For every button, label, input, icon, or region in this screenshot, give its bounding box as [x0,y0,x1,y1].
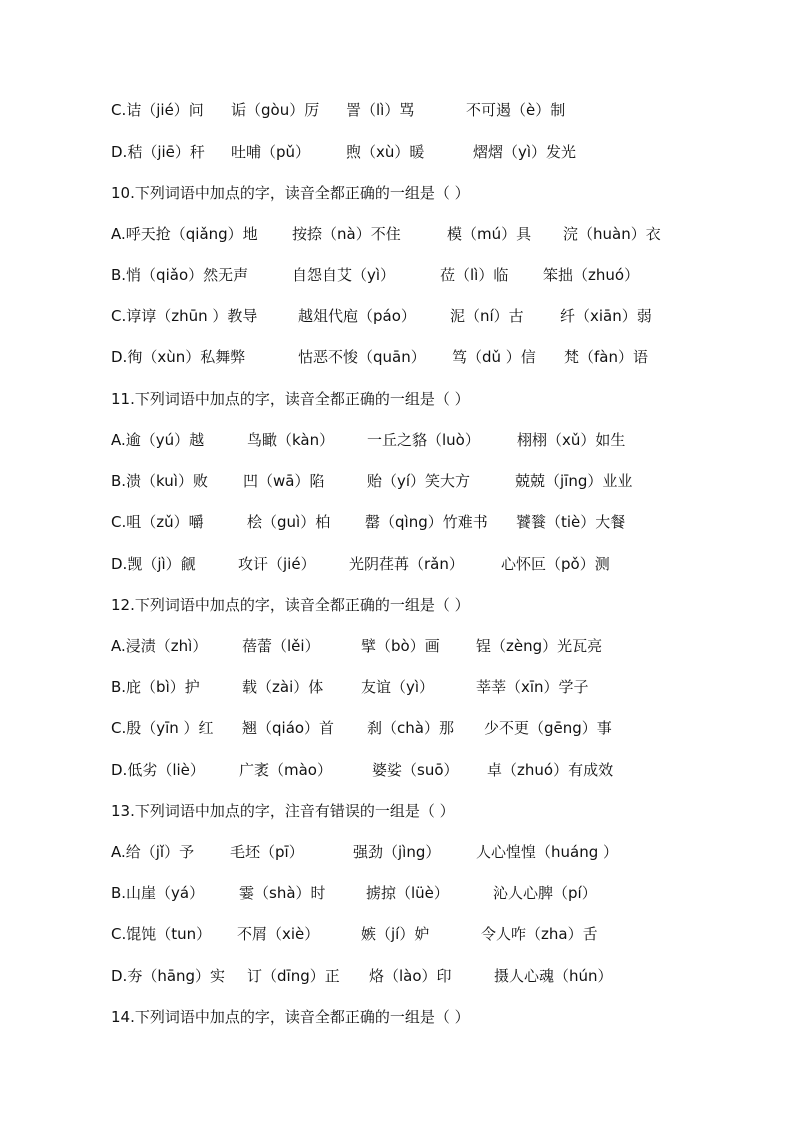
option-item: 纤（xiān）弱 [560,307,652,325]
option-item: 不屑（xiè） [237,925,320,943]
option-item: C.馄饨（tun） [111,925,212,943]
option-item: C.诘（jié）问 [111,101,204,119]
question-line: 10.下列词语中加点的字，读音全都正确的一组是（ ） [111,184,470,202]
option-item: 莅（lì）临 [440,266,509,284]
option-item: D.徇（xùn）私舞弊 [111,348,246,366]
option-item: C.咀（zǔ）嚼 [111,513,204,531]
option-item: 嫉（jí）妒 [361,925,430,943]
option-item: 兢兢（jīng）业业 [515,472,633,490]
option-item: 摄人心魂（hún） [494,967,613,985]
question-line: 14.下列词语中加点的字，读音全都正确的一组是（ ） [111,1008,470,1026]
option-item: 强劲（jìng） [353,843,441,861]
option-item: 烙（lào）印 [369,967,452,985]
option-item: 越俎代庖（páo） [298,307,416,325]
option-item: 沁人心脾（pí） [493,884,597,902]
option-item: 栩栩（xǔ）如生 [517,431,626,449]
option-item: 泥（ní）古 [450,307,524,325]
option-item: 掳掠（lüè） [366,884,449,902]
option-item: 光阴荏苒（rǎn） [349,555,464,573]
option-item: 人心惶惶（huáng ） [476,843,619,861]
option-item: A.逾（yú）越 [111,431,205,449]
option-item: 擘（bò）画 [361,637,440,655]
option-item: 熠熠（yì）发光 [473,143,577,161]
option-item: D.低劣（liè） [111,761,205,779]
option-item: 梵（fàn）语 [564,348,648,366]
option-item: A.给（jǐ）予 [111,843,195,861]
option-item: 锃（zèng）光瓦亮 [476,637,603,655]
option-item: 订（dīng）正 [247,967,340,985]
option-item: D.觊（jì）觎 [111,555,196,573]
option-item: 毛坯（pī） [230,843,304,861]
option-item: B.庇（bì）护 [111,678,200,696]
option-item: 按捺（nà）不住 [292,225,401,243]
option-item: 令人咋（zha）舌 [481,925,598,943]
option-item: 卓（zhuó）有成效 [487,761,614,779]
option-item: 广袤（mào） [239,761,332,779]
option-item: 鸟瞰（kàn） [247,431,335,449]
option-item: D.秸（jiē）秆 [111,143,205,161]
option-item: 饕餮（tiè）大餐 [516,513,626,531]
option-item: 蓓蕾（lěi） [242,637,320,655]
option-item: 模（mú）具 [447,225,532,243]
option-item: 攻讦（jié） [238,555,316,573]
option-item: 友谊（yì） [361,678,435,696]
option-item: 吐哺（pǔ） [231,143,311,161]
option-item: C.殷（yīn ）红 [111,719,214,737]
question-line: 13.下列词语中加点的字，注音有错误的一组是（ ） [111,802,455,820]
option-item: 笃（dǔ ）信 [452,348,536,366]
option-item: 贻（yí）笑大方 [367,472,471,490]
option-item: 煦（xù）暖 [346,143,425,161]
option-item: 笨拙（zhuó） [543,266,640,284]
option-item: A.呼天抢（qiǎng）地 [111,225,258,243]
option-item: B.山崖（yá） [111,884,205,902]
option-item: B.悄（qiǎo）然无声 [111,266,249,284]
option-item: 自怨自艾（yì） [292,266,396,284]
option-item: D.夯（hāng）实 [111,967,226,985]
option-item: 浣（huàn）衣 [563,225,661,243]
option-item: 载（zài）体 [242,678,324,696]
option-item: 詈（lì）骂 [346,101,415,119]
option-item: 婆娑（suō） [372,761,459,779]
option-item: B.溃（kuì）败 [111,472,208,490]
option-item: 桧（guì）柏 [247,513,331,531]
option-item: 罄（qìng）竹难书 [365,513,488,531]
option-item: 凹（wā）陷 [243,472,325,490]
option-item: 心怀叵（pǒ）测 [501,555,610,573]
option-item: 怙恶不悛（quān） [298,348,426,366]
option-item: C.谆谆（zhūn ）教导 [111,307,258,325]
option-item: 不可遏（è）制 [466,101,566,119]
question-line: 12.下列词语中加点的字，读音全都正确的一组是（ ） [111,596,470,614]
option-item: A.浸渍（zhì） [111,637,208,655]
option-item: 刹（chà）那 [367,719,454,737]
option-item: 翘（qiáo）首 [242,719,335,737]
option-item: 霎（shà）时 [239,884,326,902]
option-item: 少不更（gēng）事 [484,719,612,737]
option-item: 莘莘（xīn）学子 [476,678,589,696]
option-item: 一丘之貉（luò） [367,431,480,449]
option-item: 诟（gòu）厉 [231,101,320,119]
question-line: 11.下列词语中加点的字，读音全都正确的一组是（ ） [111,390,470,408]
